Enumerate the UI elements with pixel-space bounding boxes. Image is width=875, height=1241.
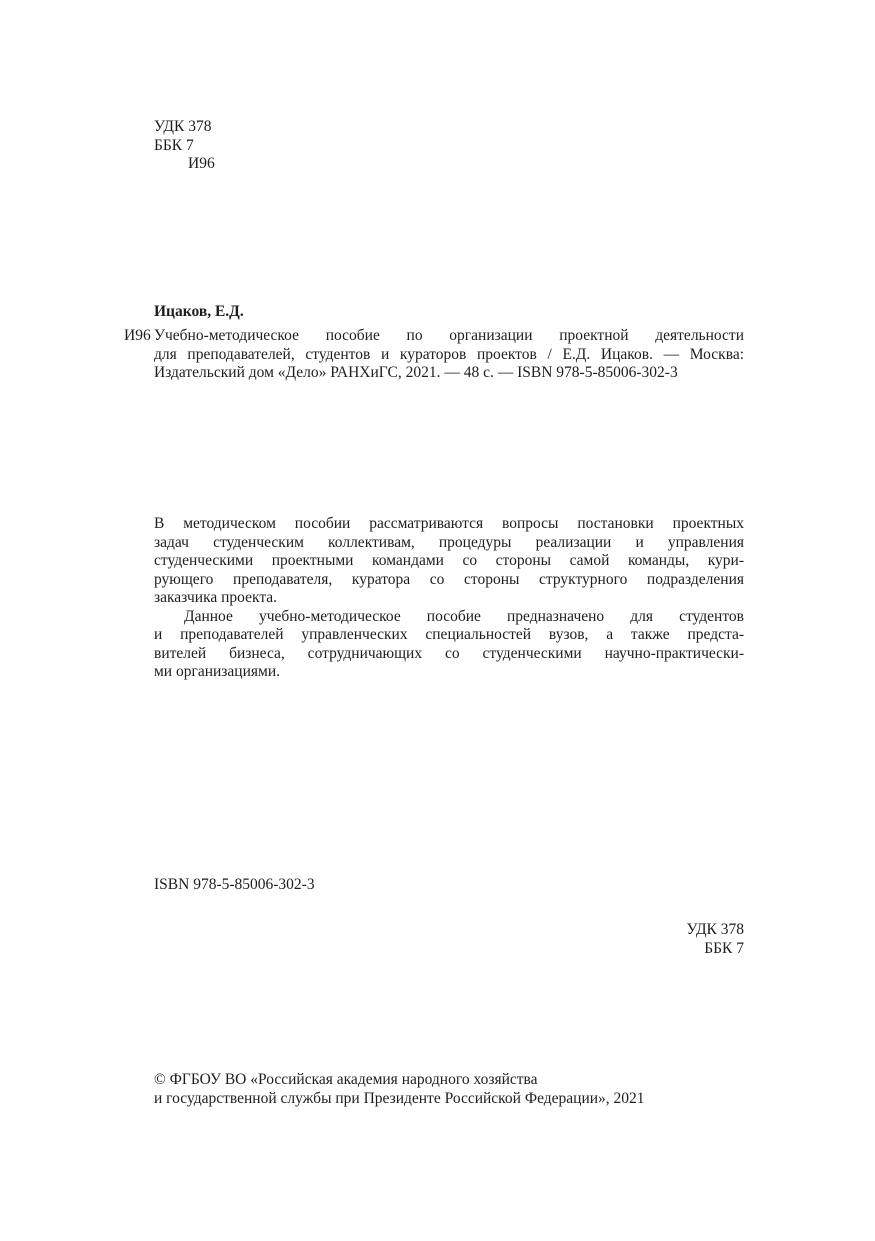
bbk-code: ББК 7 (154, 136, 194, 154)
copyright-line: и государственной службы при Президенте Российской Федерации», 2021 (154, 1089, 645, 1107)
annotation-line: вителей бизнеса, сотрудничающих со студенческими научно-практически- (154, 644, 744, 662)
annotation-line: ми организациями. (154, 663, 281, 680)
isbn: ISBN 978-5-85006-302-3 (154, 876, 315, 893)
copyright-line: © ФГБОУ ВО «Российская академия народного хозяйства (154, 1071, 538, 1088)
biblio-line: для преподавателей, студентов и кураторов проектов / Е.Д. Ицаков. — Москва: (154, 345, 744, 363)
annotation-line: рующего преподавателя, куратора со стороны структурного подразделения (154, 570, 744, 588)
annotation-line: задач студенческим коллективам, процедуры реализации и управления (154, 533, 744, 551)
annotation (154, 515, 744, 682)
udk-code: УДК 378 (154, 118, 212, 135)
annotation-line: и преподавателей управленческих специальностей вузов, а также предста- (154, 626, 744, 643)
biblio-line: Издательский дом «Дело» РАНХиГС, 2021. — 48 с. — ISBN 978-5-85006-302-3 (154, 364, 678, 381)
annotation-line: Данное учебно-методическое пособие предназначено для студентов (184, 607, 744, 625)
author-heading: Ицаков, Е.Д. (154, 303, 244, 320)
annotation-line: заказчика проекта. (154, 589, 278, 606)
biblio-line: Учебно-методическое пособие по организации проектной деятельности (154, 327, 744, 344)
annotation-line: студенческими проектными командами со стороны самой команды, кури- (154, 552, 744, 569)
annotation-line: В методическом пособии рассматриваются вопросы постановки проектных (154, 515, 744, 532)
udk-code: УДК 378 (686, 921, 744, 938)
udk-block-top (154, 118, 215, 174)
author-mark-inline: И96 (124, 327, 151, 344)
bbk-code: ББК 7 (704, 939, 744, 957)
author-mark: И96 (188, 155, 215, 172)
bibliographic-description (124, 327, 744, 383)
udk-block-bottom (600, 921, 744, 958)
copyright-notice (154, 1071, 714, 1108)
